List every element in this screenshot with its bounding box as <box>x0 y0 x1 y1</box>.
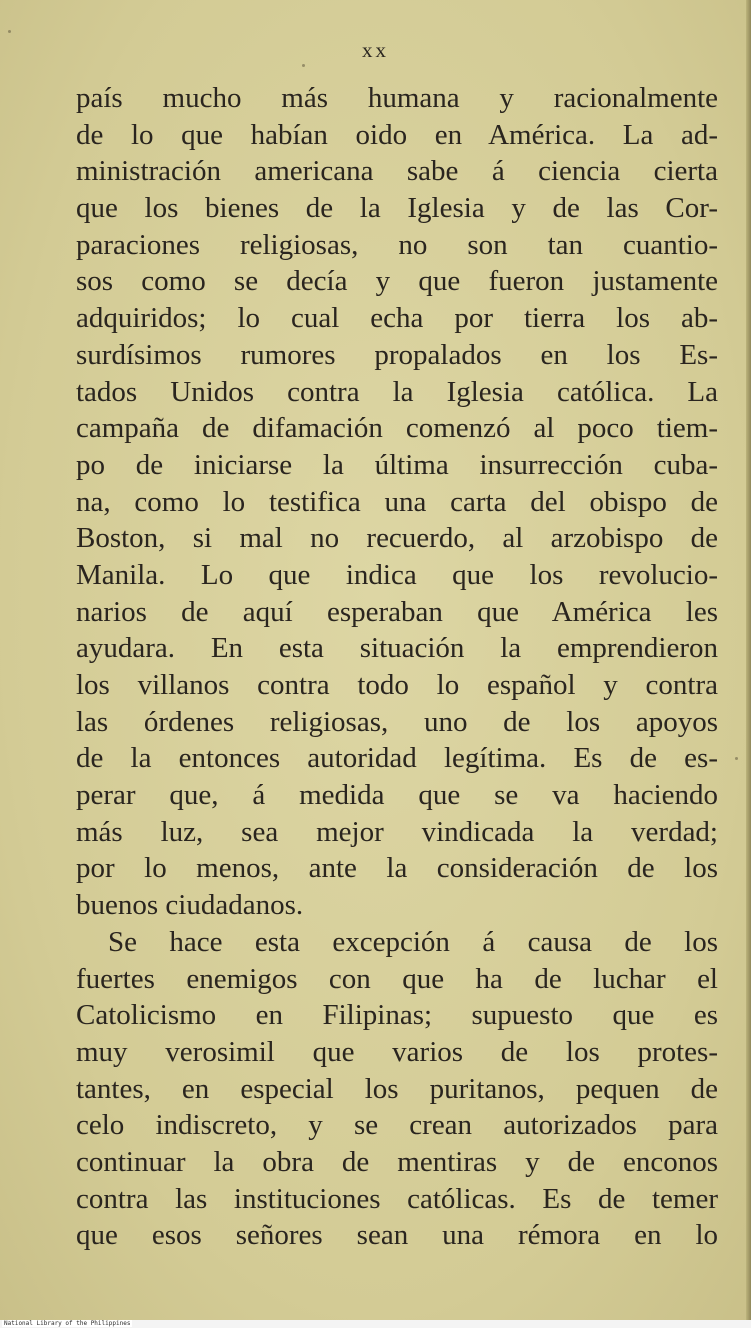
text-line: ayudara. En esta situación la emprendieron <box>76 632 718 665</box>
text-line: continuar la obra de mentiras y de enconos <box>76 1145 718 1178</box>
text-line: surdísimos rumores propalados en los Es- <box>76 338 718 371</box>
text-line: na, como lo testifica una carta del obispo de <box>76 485 718 518</box>
text-line: Se hace esta excepción á causa de los <box>108 925 718 958</box>
text-line: ministración americana sabe á ciencia cierta <box>76 155 718 188</box>
text-line: muy verosimil que varios de los protes- <box>76 1035 718 1068</box>
text-line: los villanos contra todo lo español y contra <box>76 669 718 701</box>
text-line: Catolicismo en Filipinas; supuesto que es <box>76 999 718 1032</box>
text-line: narios de aquí esperaban que América les <box>76 595 718 628</box>
text-line: de lo que habían oido en América. La ad- <box>76 118 718 151</box>
text-line: sos como se decía y que fueron justamente <box>76 265 718 298</box>
text-line: tantes, en especial los puritanos, pequen de <box>76 1072 718 1105</box>
text-line: buenos ciudadanos. <box>76 889 304 922</box>
text-line: más luz, sea mejor vindicada la verdad; <box>76 815 718 848</box>
paper-speck <box>735 757 738 760</box>
body-text <box>76 80 718 1254</box>
text-line: por lo menos, ante la consideración de los <box>76 852 718 885</box>
text-line: tados Unidos contra la Iglesia católica. La <box>76 375 718 408</box>
paper-speck <box>8 30 11 33</box>
text-line: que esos señores sean una rémora en lo <box>76 1219 718 1252</box>
text-line: Boston, si mal no recuerdo, al arzobispo de <box>76 522 718 555</box>
text-line: celo indiscreto, y se crean autorizados para <box>76 1109 718 1142</box>
text-line: de la entonces autoridad legítima. Es de es- <box>76 742 718 775</box>
text-line: perar que, á medida que se va haciendo <box>76 779 718 812</box>
text-line: fuertes enemigos con que ha de luchar el <box>76 962 718 995</box>
text-line: que los bienes de la Iglesia y de las Cor- <box>76 192 718 225</box>
text-line: Manila. Lo que indica que los revolucio- <box>76 558 718 591</box>
text-line: las órdenes religiosas, uno de los apoyos <box>76 705 718 738</box>
library-credit: National Library of the Philippines <box>4 1320 131 1327</box>
text-line: campaña de difamación comenzó al poco tiem- <box>76 412 718 445</box>
page-edge-shadow <box>746 0 751 1320</box>
text-line: adquiridos; lo cual echa por tierra los ab- <box>76 302 718 335</box>
text-line: po de iniciarse la última insurrección cuba- <box>76 448 718 481</box>
text-line: país mucho más humana y racionalmente <box>76 82 718 114</box>
page-number: xx <box>362 38 389 62</box>
text-line: paraciones religiosas, no son tan cuantio- <box>76 228 718 261</box>
paper-speck <box>302 64 305 67</box>
text-line: contra las instituciones católicas. Es de temer <box>76 1182 718 1215</box>
